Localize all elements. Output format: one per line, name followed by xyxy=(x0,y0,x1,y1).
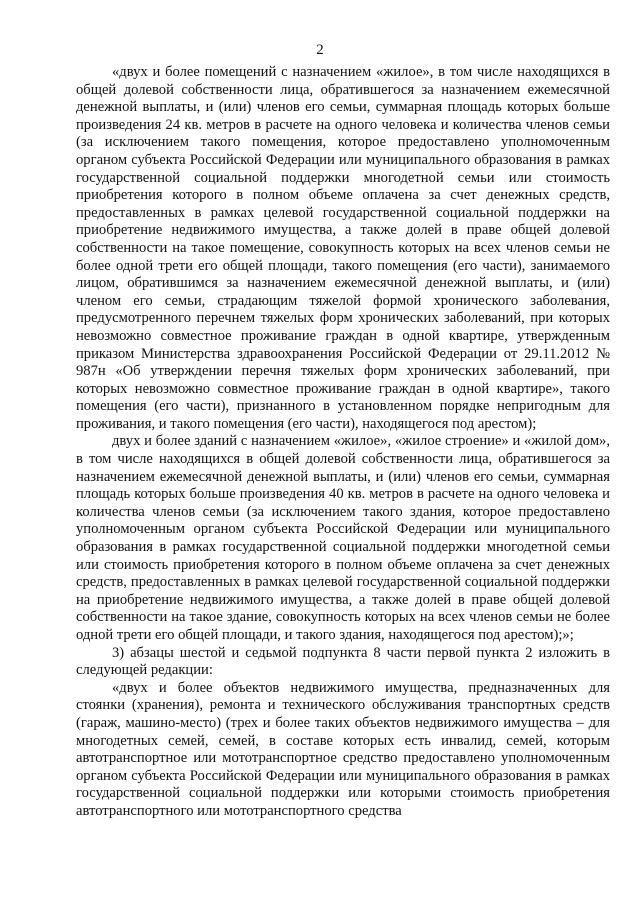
paragraph-2: двух и более зданий с назначением «жилое», «жилое строение» и «жилой дом», в том числе находящихся в общей долевой собственности лица, обратившегося за назначением ежемесячной денежной выплаты, и (или) членов его семьи, суммарная площадь которых больше произведения 40 кв. метров в расчете на одного человека и количества членов семьи (за исключением такого здания, которое предоставлено уполномоченным органом субъекта Российской Федерации или муниципального образования в рамках государственной социальной поддержки многодетной семьи или стоимость приобретения которого в полном объеме оплачена за счет денежных средств, предоставленных в рамках целевой государственной социальной поддержки на приобретение недвижимого имущества, а также долей в праве общей долевой собственности на такое здание, совокупность которых на всех членов семьи не более одной трети его общей площади, и такого здания, находящегося под арестом);»; xyxy=(76,433,610,643)
paragraph-1: «двух и более помещений с назначением «жилое», в том числе находящихся в общей долевой собственности лица, обратившегося за назначением ежемесячной денежной выплаты, и (или) членов его семьи, суммарная площадь которых больше произведения 24 кв. метров в расчете на одного человека и количества членов семьи (за исключением такого помещения, которое предоставлено уполномоченным органом субъекта Российской Федерации или муниципального образования в рамках государственной социальной поддержки многодетной семьи или стоимость приобретения которого в полном объеме оплачена за счет денежных средств, предоставленных в рамках целевой государственной социальной поддержки на приобретение недвижимого имущества, а также долей в праве общей долевой собственности на такое помещение, совокупность которых на всех членов семьи не более одной трети его общей площади, такого помещения (его части), занимаемого лицом, обратившимся за назначением ежемесячной денежной выплаты, и (или) членом его семьи, страдающим тяжелой формой хронического заболевания, предусмотренного перечнем тяжелых форм хронических заболеваний, при которых невозможно совместное проживание граждан в одной квартире, утвержденным приказом Министерства здравоохранения Российской Федерации от 29.11.2012 № 987н «Об утверждении перечня тяжелых форм хронических заболеваний, при которых невозможно совместное проживание граждан в одной квартире», такого помещения (его части), признанного в установленном порядке непригодным для проживания, и такого помещения (его части), находящегося под арестом); xyxy=(76,64,610,432)
page-number: 2 xyxy=(316,42,324,58)
paragraph-4: «двух и более объектов недвижимого имущества, предназначенных для стоянки (хранения), ремонта и технического обслуживания транспортных средств (гараж, машино-место) (трех и более таких объектов недвижимого имущества – для многодетных семей, семей, в составе которых есть инвалид, семей, которым автотранспортное или мототранспортное средство предоставлено уполномоченным органом субъекта Российской Федерации или муниципального образования в рамках государственной социальной поддержки или которыми стоимость приобретения автотранспортного или мототранспортного средства xyxy=(76,679,610,819)
document-body xyxy=(76,64,610,821)
paragraph-3: 3) абзацы шестой и седьмой подпункта 8 части первой пункта 2 изложить в следующей редакции: xyxy=(76,644,610,679)
